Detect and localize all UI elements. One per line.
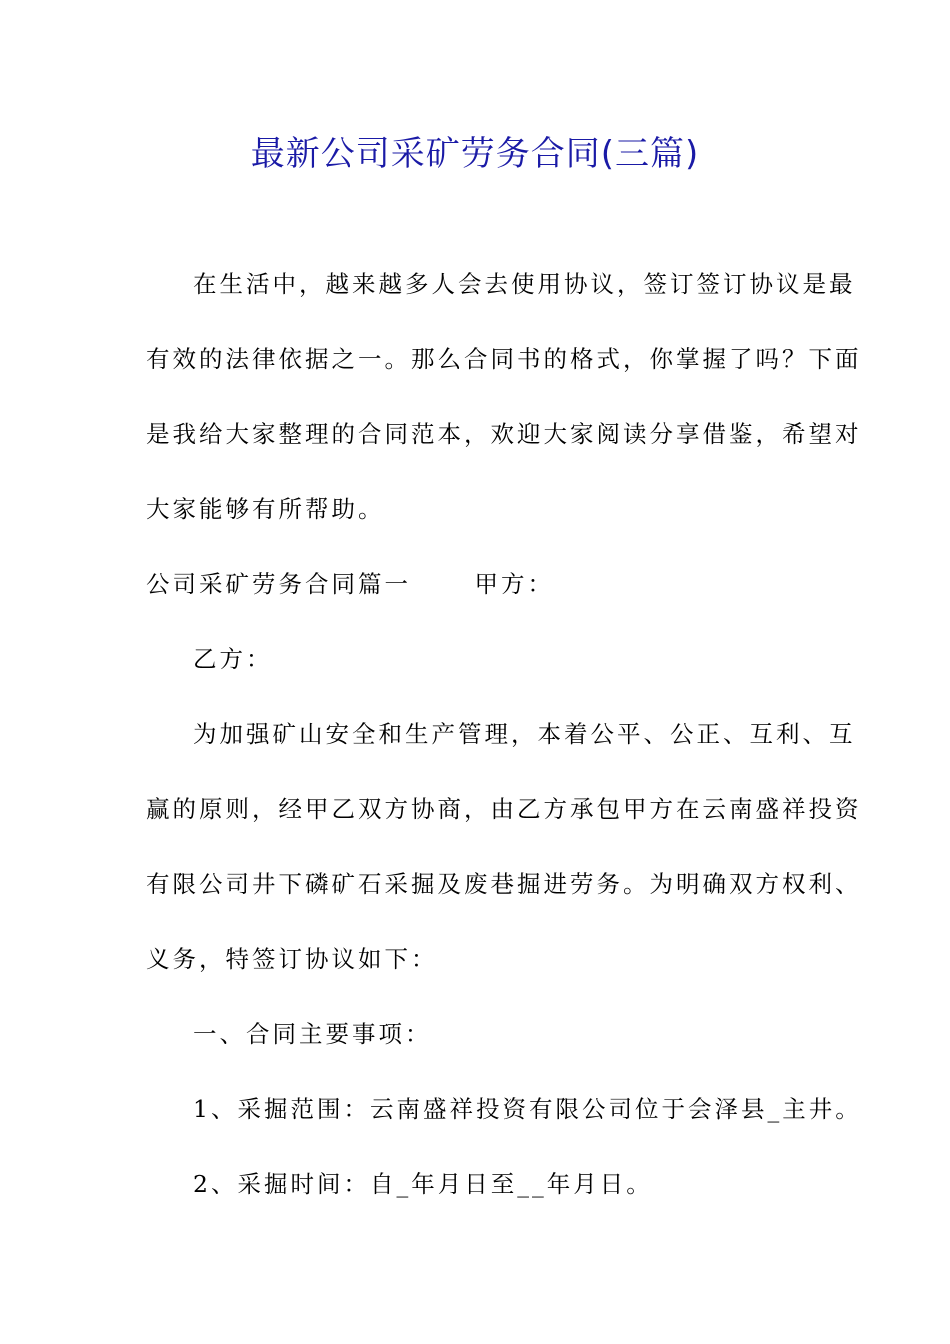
- document-title: 最新公司采矿劳务合同(三篇): [250, 134, 700, 174]
- paragraph-line: 在生活中，越来越多人会去使用协议，签订签订协议是最: [193, 270, 856, 298]
- paragraph-line: 为加强矿山安全和生产管理，本着公平、公正、互利、互: [193, 720, 856, 748]
- paragraph-line: 有限公司井下磷矿石采掘及废巷掘进劳务。为明确双方权利、: [146, 870, 862, 898]
- paragraph-line: 是我给大家整理的合同范本，欢迎大家阅读分享借鉴，希望对: [146, 420, 862, 448]
- clause-item: 2、采掘时间：自_年月日至__年月日。: [193, 1170, 653, 1198]
- paragraph-line: 有效的法律依据之一。那么合同书的格式，你掌握了吗？下面: [146, 345, 862, 373]
- clause-heading: 一、合同主要事项：: [193, 1020, 432, 1048]
- paragraph-line: 义务，特签订协议如下：: [146, 945, 438, 973]
- section-heading: 公司采矿劳务合同篇一 甲方：: [146, 570, 554, 598]
- paragraph-line: 赢的原则，经甲乙双方协商，由乙方承包甲方在云南盛祥投资: [146, 795, 862, 823]
- clause-item: 1、采掘范围：云南盛祥投资有限公司位于会泽县_主井。: [193, 1095, 862, 1123]
- paragraph-line: 大家能够有所帮助。: [146, 495, 385, 523]
- party-b-line: 乙方：: [193, 645, 273, 673]
